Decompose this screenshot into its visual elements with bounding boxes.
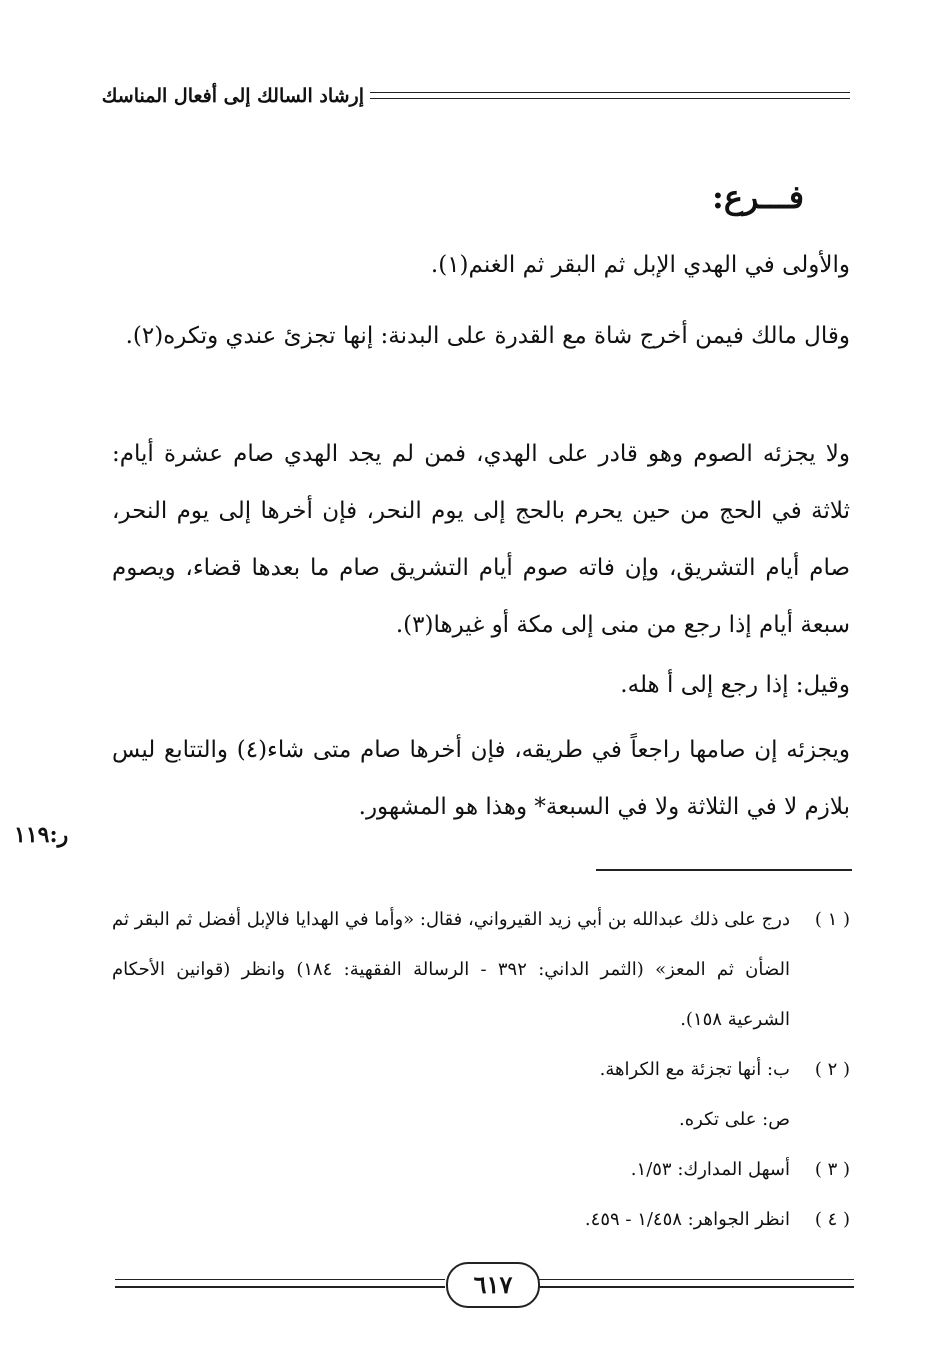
footnote-number: ( ١ ) bbox=[814, 909, 850, 930]
footnote-separator bbox=[596, 869, 852, 871]
footnote-4 bbox=[112, 1195, 850, 1245]
footer-rule-left bbox=[115, 1279, 445, 1288]
paragraph-5: ويجزئه إن صامها راجعاً في طريقه، فإن أخرها صام متى شاء(٤) والتتابع ليس بلازم لا في الثلاثة ولا في السبعة* وهذا هو المشهور. bbox=[112, 737, 851, 820]
footnote-3 bbox=[112, 1145, 850, 1195]
section-heading: فـــرع: bbox=[712, 178, 804, 216]
running-header-title: إرشاد السالك إلى أفعال المناسك bbox=[101, 85, 364, 107]
footnote-2-sub: ص: على تكره. bbox=[678, 1109, 790, 1130]
footnote-number: ( ٤ ) bbox=[814, 1209, 850, 1230]
margin-reference: ر:١١٩ bbox=[14, 822, 69, 848]
footnote-number: ( ٢ ) bbox=[814, 1059, 850, 1080]
footnote-2 bbox=[112, 1045, 850, 1095]
footer-rule-right bbox=[538, 1279, 854, 1288]
footnotes bbox=[112, 895, 850, 1245]
paragraph-2: وقال مالك فيمن أخرج شاة مع القدرة على البدنة: إنها تجزئ عندي وتكره(٢). bbox=[125, 323, 850, 349]
footnote-text: درج على ذلك عبدالله بن أبي زيد القيرواني، فقال: «وأما في الهدايا فالإبل أفضل ثم البقر ثم الضأن ثم المعز» (الثمر الداني: ٣٩٢ - الرسالة الفقهية: ١٨٤) وانظر (قوانين الأحكام الشرعية ١٥٨). bbox=[112, 909, 790, 1030]
footnote-number: ( ٣ ) bbox=[814, 1159, 850, 1180]
footnote-text: ب: أنها تجزئة مع الكراهة. bbox=[599, 1059, 790, 1080]
paragraph-1: والأولى في الهدي الإبل ثم البقر ثم الغنم(١). bbox=[430, 252, 850, 278]
paragraph-3: ولا يجزئه الصوم وهو قادر على الهدي، فمن لم يجد الهدي صام عشرة أيام: ثلاثة في الحج من حين يحرم بالحج إلى يوم النحر، فإن أخرها إلى يوم النحر، صام أيام التشريق، وإن فاته صوم أيام التشريق صام ما بعدها قضاء، ويصوم سبعة أيام إذا رجع من منى إلى مكة أو غيرها(٣). bbox=[112, 441, 850, 638]
footnote-text: انظر الجواهر: ١/٤٥٨ - ٤٥٩. bbox=[584, 1209, 790, 1230]
footnote-text: أسهل المدارك: ١/٥٣. bbox=[630, 1159, 790, 1180]
footnote-1 bbox=[112, 895, 850, 1045]
paragraph-4: وقيل: إذا رجع إلى أ هله. bbox=[620, 672, 850, 698]
page-number: ٦١٧ bbox=[446, 1262, 540, 1308]
header-rule bbox=[370, 92, 850, 99]
